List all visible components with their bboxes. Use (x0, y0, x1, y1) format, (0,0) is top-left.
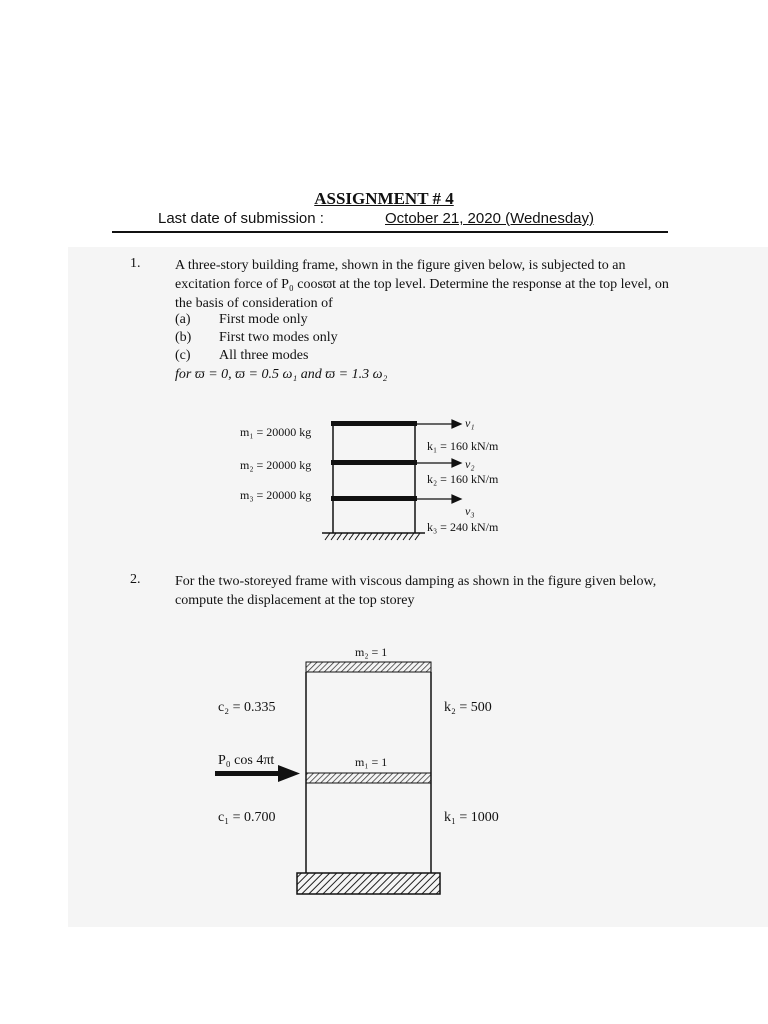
frame2-foundation (297, 873, 440, 894)
q2-mass-2-label: m₂ = 1 (355, 645, 388, 659)
q2-force-label: P₀ cos 4πt (218, 753, 275, 768)
q1-mass-3-label: m₃ = 20000 kg (240, 488, 312, 502)
frame2-middle-slab (306, 773, 431, 783)
q1-k1-label: k₁ = 160 kN/m (427, 439, 499, 453)
q2-k2-label: k₂ = 500 (444, 700, 492, 715)
assignment-title: ASSIGNMENT # 4 (314, 189, 454, 208)
q1-k3-label: k₃ = 240 kN/m (427, 520, 499, 534)
q1-k2-label: k₂ = 160 kN/m (427, 472, 499, 486)
q1-option-c-label: (c) (175, 348, 191, 363)
q1-v3-label: v₃ (465, 504, 475, 518)
submission-date: October 21, 2020 (Wednesday) (385, 210, 595, 227)
question-2-text: For the two-storeyed frame with viscous damping as shown in the figure given below, compute the displacement at the top storey (175, 574, 657, 608)
q1-v2-label: v₂ (465, 457, 475, 471)
question-1-number: 1. (130, 256, 141, 271)
q1-option-b-text: First two modes only (219, 330, 338, 345)
q1-option-c-text: All three modes (219, 348, 309, 363)
q1-mass-1-label: m₁ = 20000 kg (240, 425, 312, 439)
submission-label: Last date of submission : (158, 210, 324, 227)
question-2-number: 2. (130, 572, 141, 587)
question-1-text: A three-story building frame, shown in the figure given below, is subjected to an excitation force of P₀ coosϖt at the top level. Determine the response at the top level, on the basis of consideration of (175, 258, 669, 311)
frame2-top-slab (306, 662, 431, 672)
q1-option-a-label: (a) (175, 312, 191, 327)
q2-k1-label: k₁ = 1000 (444, 810, 499, 825)
q1-option-a-text: First mode only (219, 312, 308, 327)
q1-option-b-label: (b) (175, 330, 192, 345)
q1-v1-label: v₁ (465, 416, 475, 430)
q2-c1-label: c₁ = 0.700 (218, 810, 276, 825)
q2-mass-1-label: m₁ = 1 (355, 755, 388, 769)
q1-frequency-cases: for ϖ = 0, ϖ = 0.5 ω₁ and ϖ = 1.3 ω₂ (175, 367, 388, 382)
q2-c2-label: c₂ = 0.335 (218, 700, 276, 715)
q1-mass-2-label: m₂ = 20000 kg (240, 458, 312, 472)
